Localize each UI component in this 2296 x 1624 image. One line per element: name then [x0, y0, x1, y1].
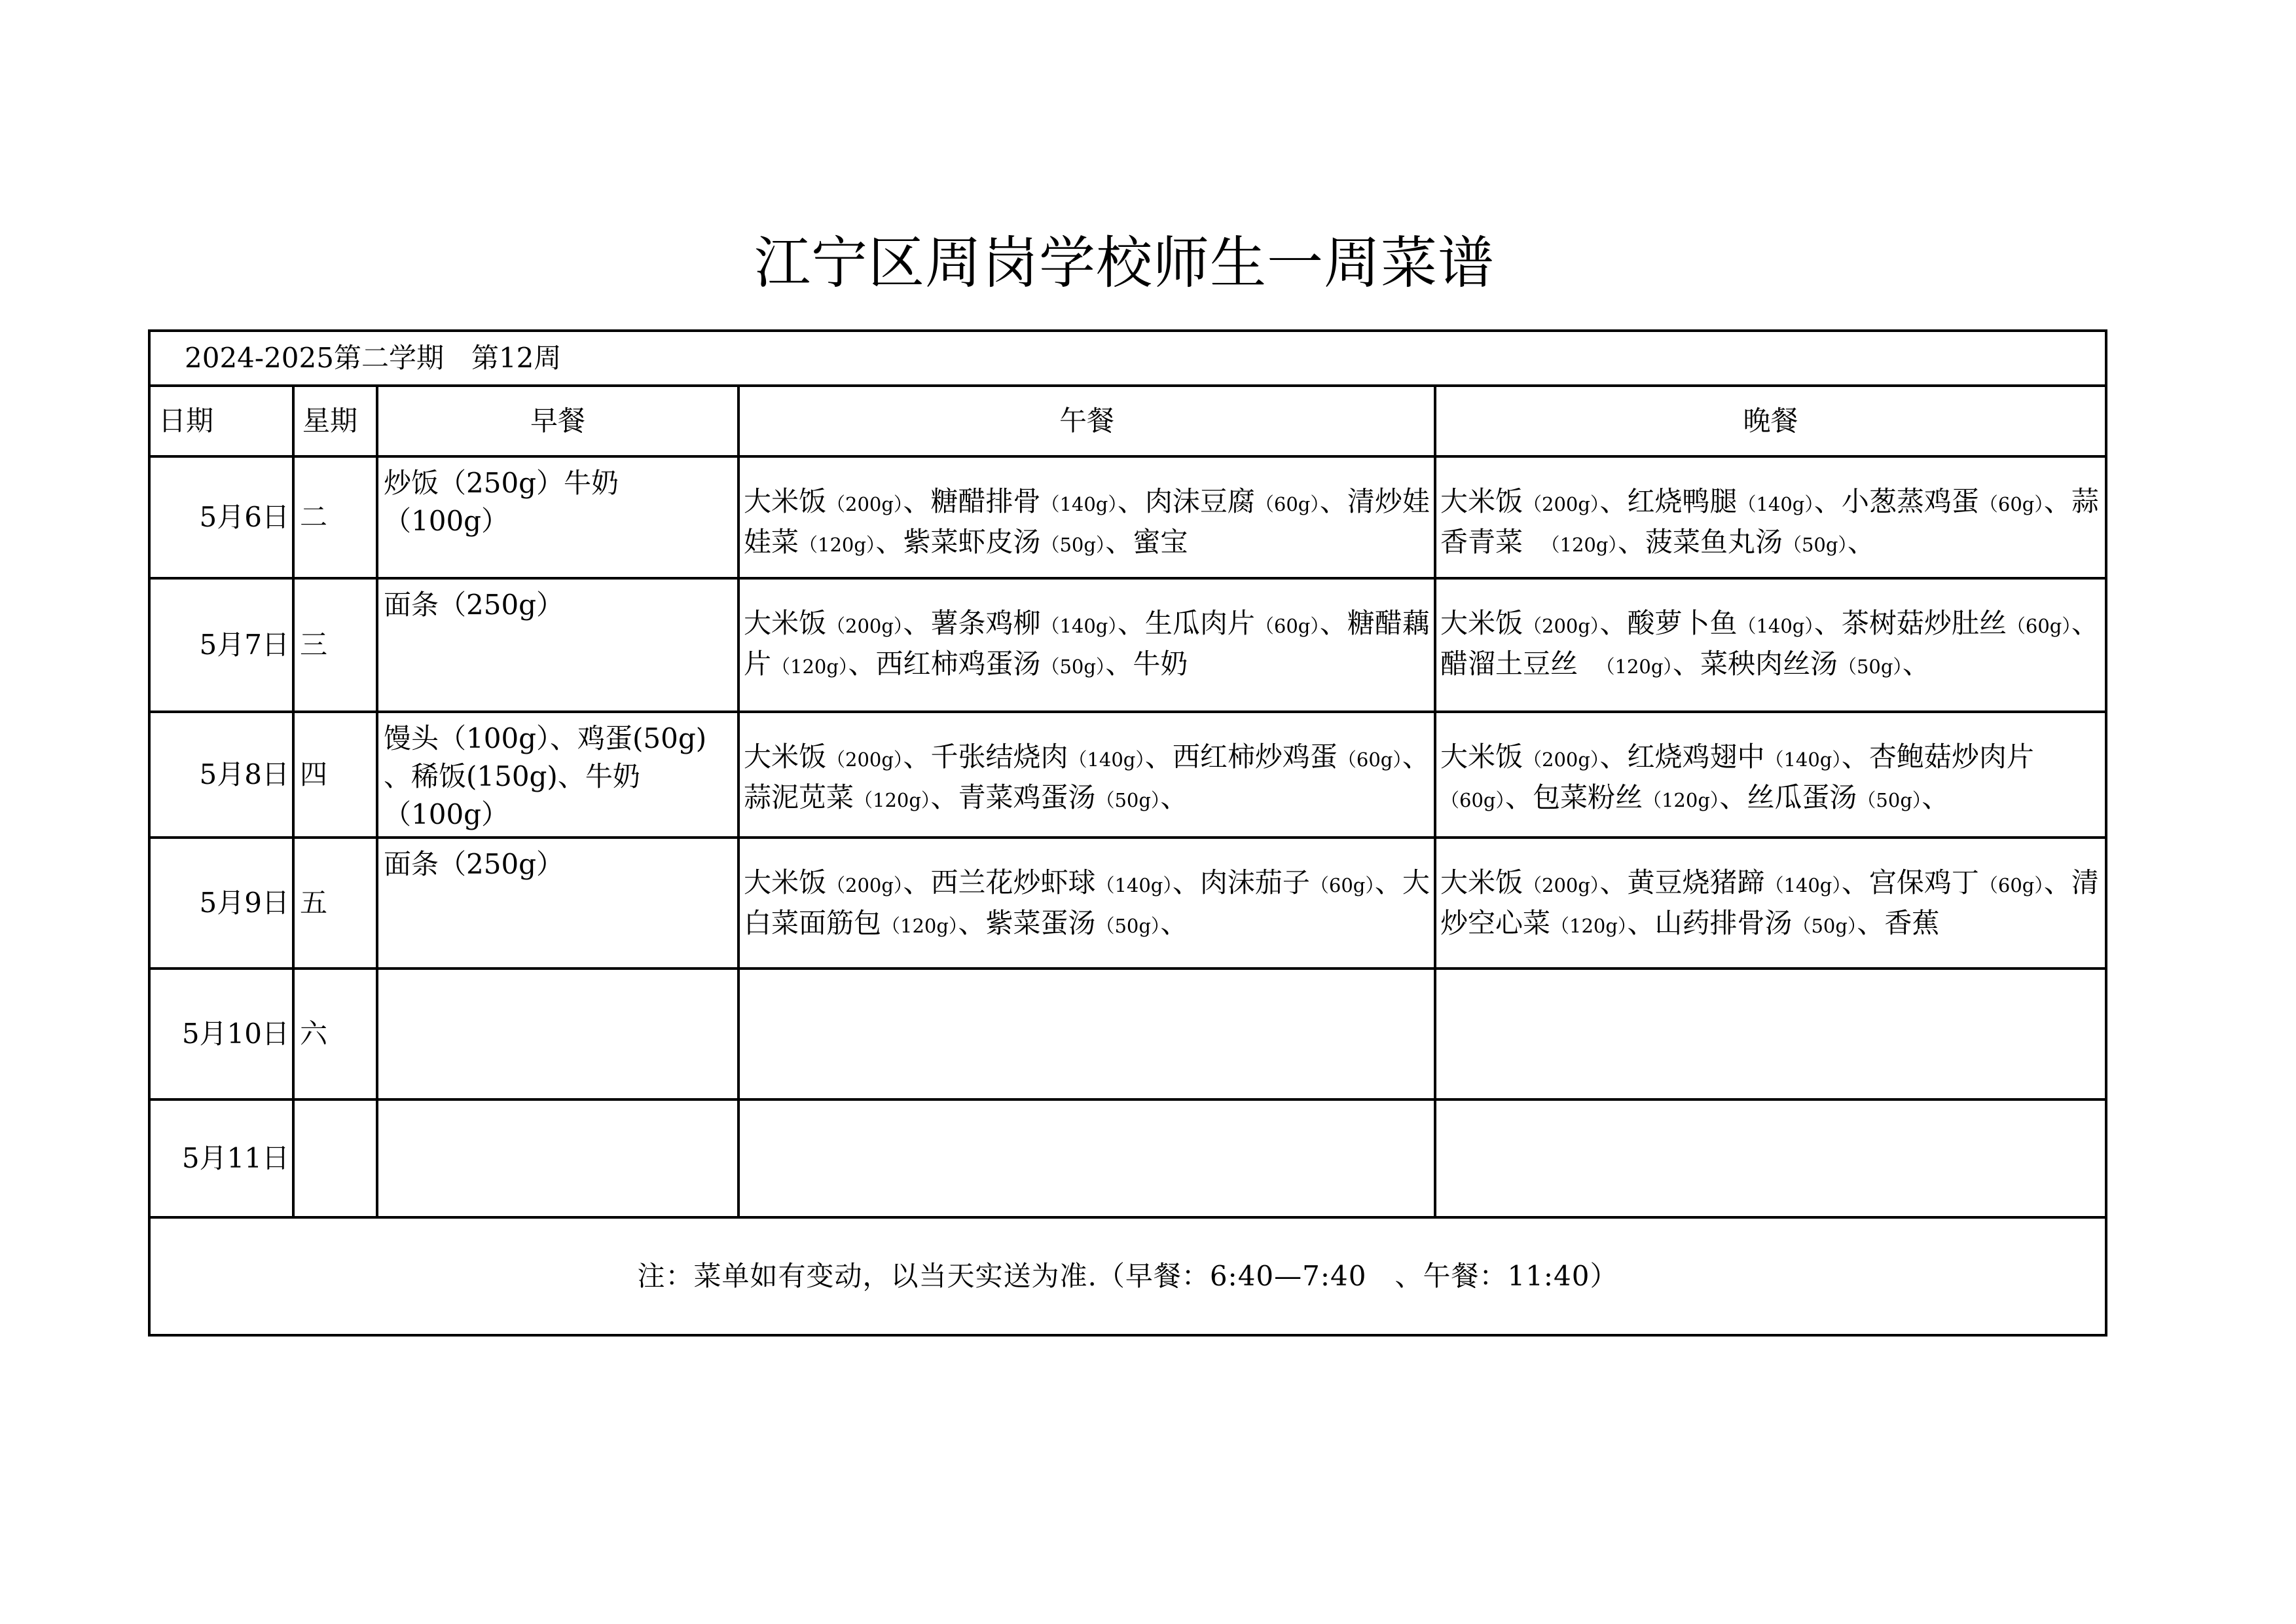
dish-name: 、红烧鸭腿 [1599, 485, 1738, 517]
dish-name: 、蒜泥苋菜 [744, 741, 1430, 813]
breakfast-line: （100g） [384, 798, 509, 830]
dish-name: 大米饭 [1440, 485, 1523, 517]
breakfast-line: （100g） [384, 505, 509, 537]
breakfast-cell [377, 969, 738, 1099]
date-cell: 5月7日 [149, 578, 293, 712]
dinner-cell [1435, 712, 2106, 838]
dish-name: 、蜜宝 [1105, 526, 1188, 558]
dish-weight: （60g） [1337, 748, 1402, 771]
dish-weight: （200g） [1523, 874, 1600, 896]
dish-weight: （50g） [1040, 655, 1106, 678]
dish-name: 、宫保鸡丁 [1841, 866, 1979, 898]
dinner-cell [1435, 456, 2106, 578]
breakfast-line: 炒饭（250g）牛奶 [384, 467, 619, 499]
dish-weight: （120g） [1550, 534, 1618, 556]
dish-name: 、大白菜面筋包 [744, 866, 1430, 939]
dish-name: 、西兰花炒虾球 [903, 866, 1096, 898]
date-cell: 5月6日 [149, 456, 293, 578]
menu-body [149, 456, 2106, 1217]
header-row [149, 386, 2106, 456]
dish-weight: （50g） [1095, 915, 1161, 937]
breakfast-line: 、稀饭(150g)、牛奶 [384, 760, 640, 792]
dish-weight: （140g） [1737, 493, 1814, 515]
header-breakfast: 早餐 [377, 386, 738, 456]
menu-row [149, 578, 2106, 712]
dish-weight: （120g） [771, 655, 848, 678]
dish-weight: （120g） [1605, 655, 1673, 678]
header-lunch: 午餐 [738, 386, 1435, 456]
dish-name: 大米饭 [744, 866, 827, 898]
dish-weight: （60g） [1254, 493, 1320, 515]
dish-name: 、茶树菇炒肚丝 [1813, 607, 2007, 639]
breakfast-cell [377, 838, 738, 969]
dish-weight: （50g） [1792, 915, 1857, 937]
dish-name: 、肉沫豆腐 [1117, 485, 1255, 517]
date-cell: 5月9日 [149, 838, 293, 969]
weekday-cell: 六 [293, 969, 377, 1099]
dish-name: 、包菜粉丝 [1504, 781, 1643, 813]
dish-name: 、酸萝卜鱼 [1599, 607, 1738, 639]
dish-weight: （140g） [1737, 615, 1814, 637]
menu-row [149, 712, 2106, 838]
dish-name: 、菠菜鱼丸汤 [1617, 526, 1783, 558]
dish-name: 、红烧鸡翅中 [1599, 741, 1765, 773]
dish-weight: （120g） [881, 915, 958, 937]
dish-name: 、糖醋排骨 [903, 485, 1041, 517]
dish-weight: （140g） [1068, 748, 1145, 771]
dish-name: 、糖醋藕片 [744, 607, 1430, 680]
dish-name: 、醋溜土豆丝 [1440, 607, 2099, 680]
dish-name: 、 [1160, 781, 1188, 813]
menu-note: 注：菜单如有变动，以当天实送为准.（早餐：6:40—7:40 、午餐：11:40） [149, 1217, 2106, 1335]
dish-name: 、 [1902, 648, 1930, 680]
breakfast-cell [377, 712, 738, 838]
dish-weight: （200g） [1523, 748, 1600, 771]
dish-name: 、紫菜虾皮汤 [875, 526, 1041, 558]
date-cell: 5月10日 [149, 969, 293, 1099]
header-date: 日期 [149, 386, 293, 456]
dish-weight: （140g） [1040, 615, 1118, 637]
dish-weight: （60g） [1978, 874, 2044, 896]
breakfast-cell [377, 1099, 738, 1217]
dish-weight: （200g） [1523, 493, 1600, 515]
dish-weight: （200g） [1523, 615, 1600, 637]
dish-weight: （50g） [1782, 534, 1848, 556]
breakfast-line: 面条（250g） [384, 848, 564, 880]
dish-name: 大米饭 [744, 741, 827, 773]
dish-name: 、小葱蒸鸡蛋 [1813, 485, 1979, 517]
dish-weight: （60g） [2006, 615, 2071, 637]
lunch-cell [738, 712, 1435, 838]
dish-name: 、西红柿鸡蛋汤 [848, 648, 1041, 680]
dish-name: 大米饭 [1440, 741, 1523, 773]
semester-label: 2024-2025第二学期 第12周 [149, 331, 2106, 386]
dinner-cell [1435, 838, 2106, 969]
dish-name: 、生瓜肉片 [1117, 607, 1255, 639]
date-cell: 5月8日 [149, 712, 293, 838]
dish-name: 大米饭 [744, 485, 827, 517]
dish-name: 、青菜鸡蛋汤 [930, 781, 1096, 813]
dish-name: 、牛奶 [1105, 648, 1188, 680]
dish-name: 、肉沫茄子 [1172, 866, 1310, 898]
weekday-cell: 五 [293, 838, 377, 969]
lunch-cell [738, 578, 1435, 712]
dish-name: 、 [1160, 907, 1188, 939]
menu-row [149, 1099, 2106, 1217]
dish-weight: （140g） [1764, 748, 1842, 771]
date-cell: 5月11日 [149, 1099, 293, 1217]
header-weekday: 星期 [293, 386, 377, 456]
dish-name: 、西红柿炒鸡蛋 [1144, 741, 1338, 773]
header-dinner: 晚餐 [1435, 386, 2106, 456]
dish-weight: （60g） [1978, 493, 2044, 515]
dish-weight: （120g） [799, 534, 876, 556]
dish-weight: （140g） [1040, 493, 1118, 515]
dish-name: 、蒜香青菜 [1440, 485, 2099, 558]
dish-name: 、山药排骨汤 [1627, 907, 1793, 939]
lunch-cell [738, 456, 1435, 578]
weekday-cell: 四 [293, 712, 377, 838]
dish-weight: （60g） [1309, 874, 1375, 896]
dish-weight: （200g） [826, 493, 903, 515]
dish-name: 、千张结烧肉 [903, 741, 1068, 773]
menu-table [148, 329, 2107, 1337]
breakfast-cell [377, 456, 738, 578]
menu-row [149, 838, 2106, 969]
dish-weight: （200g） [826, 748, 903, 771]
dish-weight: （50g） [1095, 789, 1161, 811]
dish-name: 、 [1922, 781, 1950, 813]
dish-weight: （50g） [1040, 534, 1106, 556]
note-row [149, 1217, 2106, 1335]
menu-row [149, 969, 2106, 1099]
dish-weight: （200g） [826, 615, 903, 637]
dish-weight: （140g） [1764, 874, 1842, 896]
page-title: 江宁区周岗学校师生一周菜谱 [754, 231, 1495, 296]
breakfast-line: 面条（250g） [384, 589, 564, 621]
dish-name: 、杏鲍菇炒肉片 [1841, 741, 2034, 773]
dish-name: 大米饭 [744, 607, 827, 639]
breakfast-line: 馒头（100g）、鸡蛋(50g) [384, 722, 707, 754]
dish-name: 、清炒空心菜 [1440, 866, 2099, 939]
dish-name: 、紫菜蛋汤 [958, 907, 1096, 939]
dish-weight: （140g） [1095, 874, 1173, 896]
menu-row [149, 456, 2106, 578]
dish-name: 、清炒娃娃菜 [744, 485, 1430, 558]
lunch-cell [738, 969, 1435, 1099]
dish-weight: （120g） [1642, 789, 1720, 811]
dinner-cell [1435, 578, 2106, 712]
dish-weight: （60g） [1254, 615, 1320, 637]
dish-name: 、薯条鸡柳 [903, 607, 1041, 639]
dish-name: 大米饭 [1440, 607, 1523, 639]
dish-weight: （50g） [1857, 789, 1922, 811]
dish-name: 、 [1847, 526, 1875, 558]
dinner-cell [1435, 1099, 2106, 1217]
dish-name: 、香蕉 [1857, 907, 1940, 939]
dish-name: 大米饭 [1440, 866, 1523, 898]
lunch-cell [738, 838, 1435, 969]
dish-name: 、黄豆烧猪蹄 [1599, 866, 1765, 898]
semester-row [149, 331, 2106, 386]
dish-weight: （50g） [1837, 655, 1903, 678]
dish-name: 、丝瓜蛋汤 [1719, 781, 1857, 813]
weekday-cell: 二 [293, 456, 377, 578]
dish-weight: （60g） [1440, 789, 1505, 811]
dinner-cell [1435, 969, 2106, 1099]
weekday-cell: 三 [293, 578, 377, 712]
dish-weight: （120g） [1550, 915, 1628, 937]
dish-name: 、菜秧肉丝汤 [1672, 648, 1838, 680]
breakfast-cell [377, 578, 738, 712]
dish-weight: （120g） [854, 789, 931, 811]
dish-weight: （200g） [826, 874, 903, 896]
lunch-cell [738, 1099, 1435, 1217]
weekday-cell [293, 1099, 377, 1217]
